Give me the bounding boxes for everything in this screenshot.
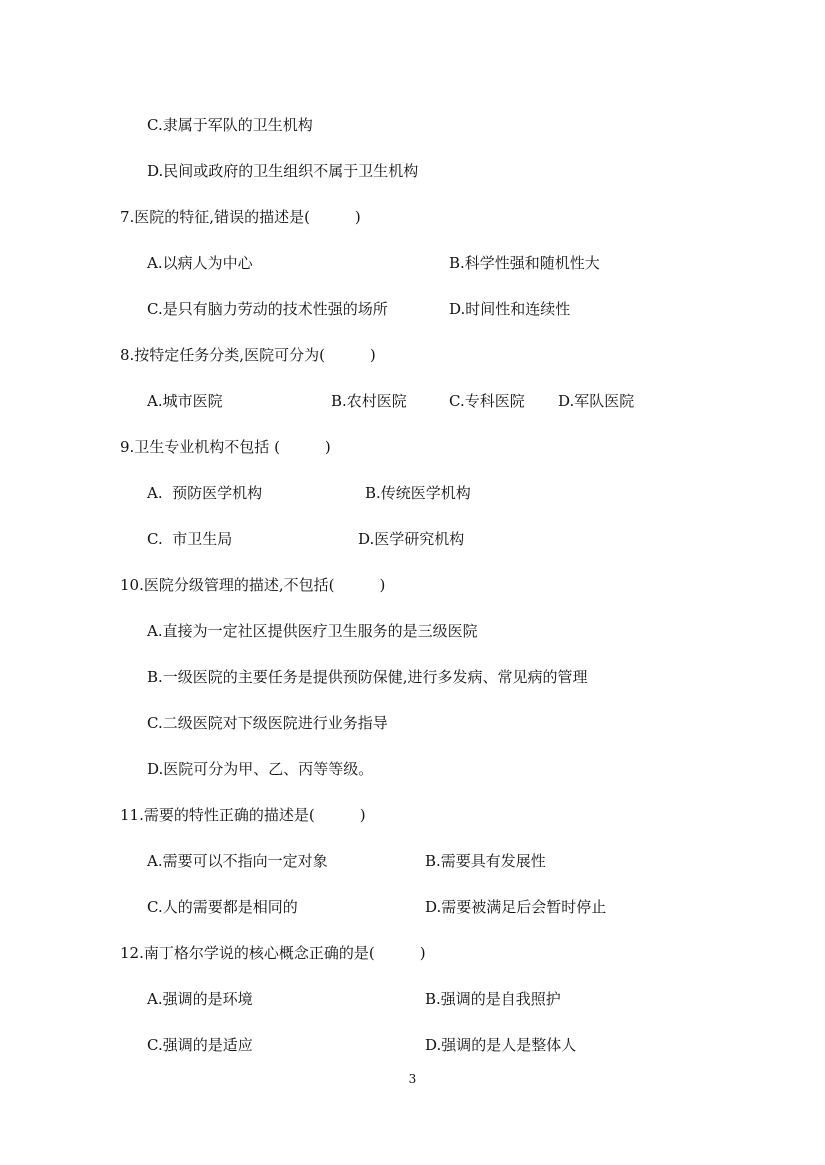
q8-option-d: D.军队医院 xyxy=(558,392,635,410)
q6-option-d: D.民间或政府的卫生组织不属于卫生机构 xyxy=(147,162,419,180)
q11-stem: 11.需要的特性正确的描述是( ) xyxy=(120,806,366,824)
q10-stem: 10.医院分级管理的描述,不包括( ) xyxy=(120,576,386,594)
q10-option-a: A.直接为一定社区提供医疗卫生服务的是三级医院 xyxy=(147,622,478,640)
q6-option-c: C.隶属于军队的卫生机构 xyxy=(147,116,313,134)
q11-option-d: D.需要被满足后会暂时停止 xyxy=(425,898,607,916)
q7-option-b: B.科学性强和随机性大 xyxy=(449,254,600,272)
q11-option-a: A.需要可以不指向一定对象 xyxy=(147,852,328,870)
q9-option-b: B.传统医学机构 xyxy=(365,484,471,502)
q8-option-c: C.专科医院 xyxy=(449,392,525,410)
q9-option-c: C. 市卫生局 xyxy=(147,530,233,548)
q12-option-a: A.强调的是环境 xyxy=(147,990,253,1008)
q9-option-d: D.医学研究机构 xyxy=(358,530,465,548)
page-number: 3 xyxy=(408,1072,417,1086)
q9-stem: 9.卫生专业机构不包括 ( ) xyxy=(120,438,331,456)
q12-option-c: C.强调的是适应 xyxy=(147,1036,253,1054)
q7-stem: 7.医院的特征,错误的描述是( ) xyxy=(120,208,361,226)
q12-option-b: B.强调的是自我照护 xyxy=(425,990,561,1008)
q7-option-c: C.是只有脑力劳动的技术性强的场所 xyxy=(147,300,388,318)
q8-option-b: B.农村医院 xyxy=(331,392,407,410)
q7-option-a: A.以病人为中心 xyxy=(147,254,253,272)
q8-option-a: A.城市医院 xyxy=(147,392,223,410)
q11-option-c: C.人的需要都是相同的 xyxy=(147,898,298,916)
q10-option-b: B.一级医院的主要任务是提供预防保健,进行多发病、常见病的管理 xyxy=(147,668,588,686)
q8-stem: 8.按特定任务分类,医院可分为( ) xyxy=(120,346,376,364)
q7-option-d: D.时间性和连续性 xyxy=(449,300,571,318)
q10-option-d: D.医院可分为甲、乙、丙等等级。 xyxy=(147,760,374,778)
q12-stem: 12.南丁格尔学说的核心概念正确的是( ) xyxy=(120,944,426,962)
q11-option-b: B.需要具有发展性 xyxy=(425,852,546,870)
q12-option-d: D.强调的是人是整体人 xyxy=(425,1036,577,1054)
q9-option-a: A. 预防医学机构 xyxy=(147,484,263,502)
q10-option-c: C.二级医院对下级医院进行业务指导 xyxy=(147,714,388,732)
